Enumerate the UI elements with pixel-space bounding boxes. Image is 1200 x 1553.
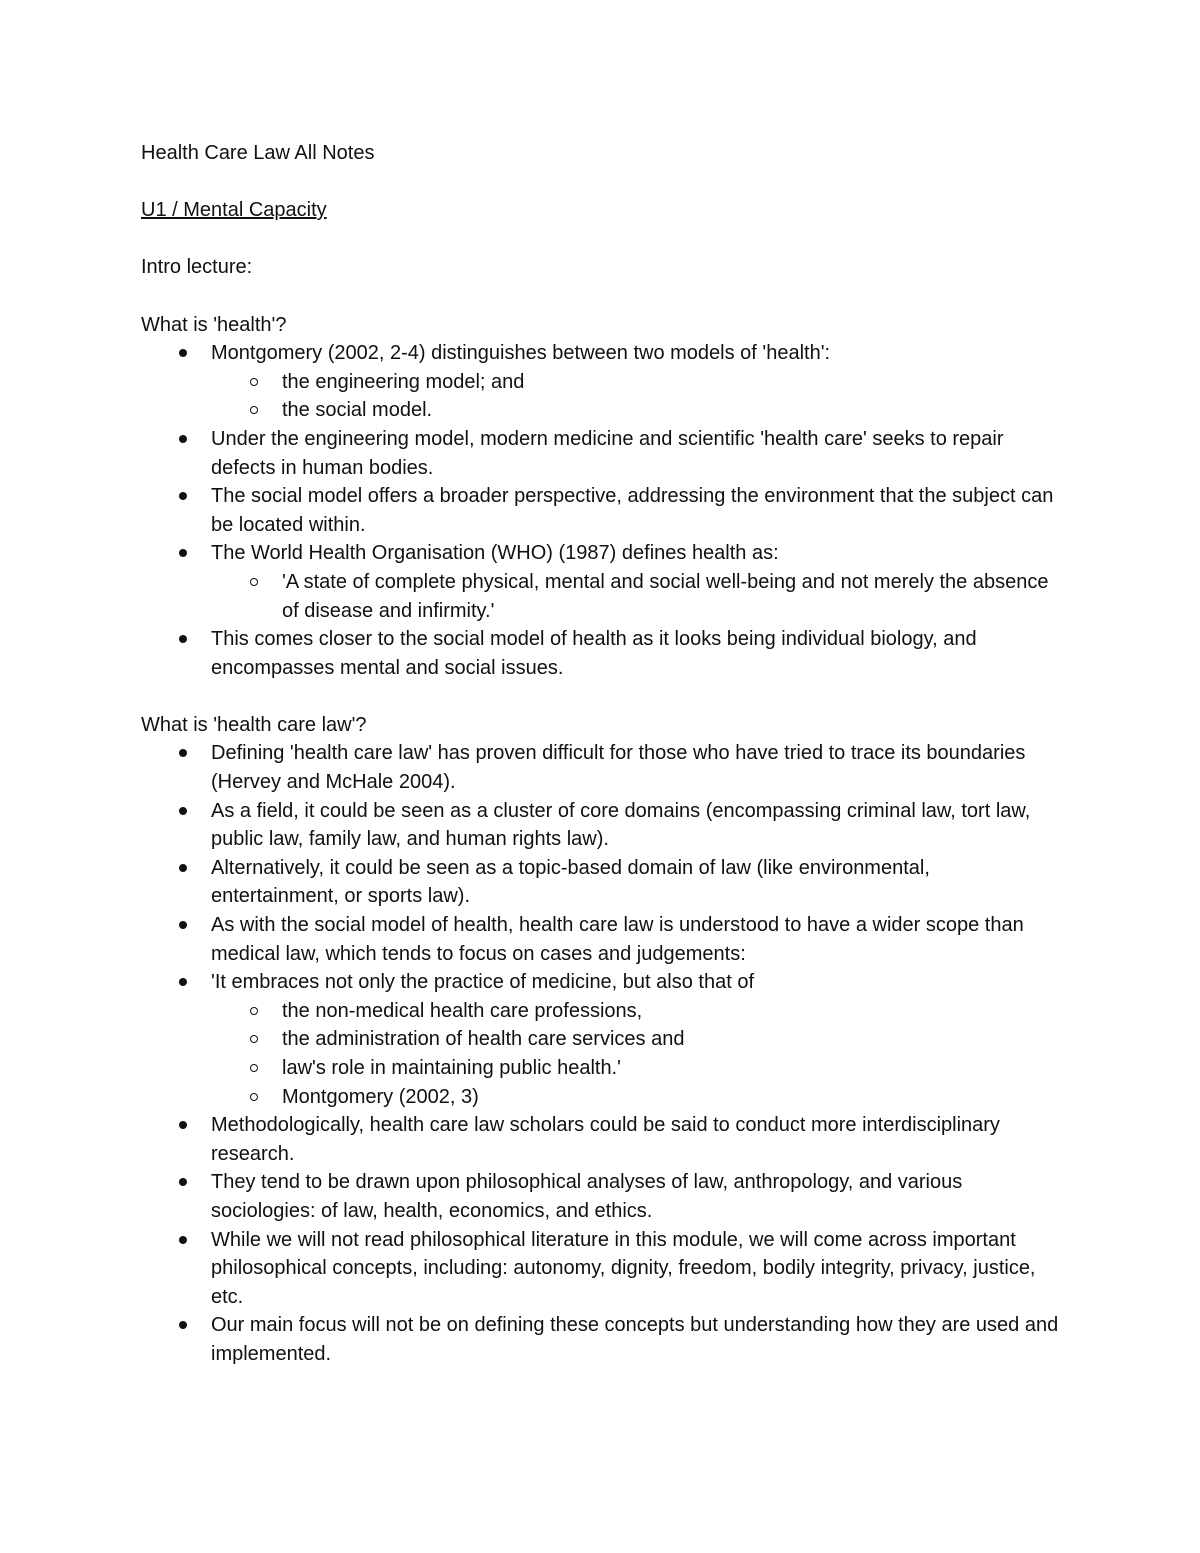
list-item-text: Methodologically, health care law scholars could be said to conduct more interdisciplinary research. [211, 1114, 1000, 1165]
list-item-text: They tend to be drawn upon philosophical analyses of law, anthropology, and various sociologies: of law, health, economics, and ethics. [211, 1171, 963, 1222]
list-item [141, 1168, 1061, 1225]
sub-list-item [141, 1083, 1061, 1112]
list-item-text: The social model offers a broader perspective, addressing the environment that the subject can be located within. [211, 485, 1054, 536]
spacer [141, 168, 1061, 197]
solid-bullet-icon [179, 1121, 187, 1129]
list-item-text: the social model. [282, 399, 433, 422]
list-item-text: the non-medical health care professions, [282, 999, 643, 1022]
bullet-list-health [141, 339, 1061, 682]
list-item-text: Our main focus will not be on defining these concepts but understanding how they are used and implemented. [211, 1314, 1059, 1365]
solid-bullet-icon [179, 349, 187, 357]
list-item-text: the engineering model; and [282, 370, 525, 393]
solid-bullet-icon [179, 921, 187, 929]
solid-bullet-icon [179, 749, 187, 757]
hollow-bullet-icon [250, 406, 258, 414]
list-item-text: As a field, it could be seen as a cluster of core domains (encompassing criminal law, tort law, public law, family law, and human rights law). [211, 799, 1031, 851]
sub-list-item [141, 396, 1061, 425]
hollow-bullet-icon [250, 1064, 258, 1072]
intro-label: Intro lecture: [141, 256, 253, 279]
list-item-text: 'It embraces not only the practice of medicine, but also that of [211, 971, 754, 994]
list-item [141, 739, 1061, 796]
section-heading-health-care-law: What is 'health care law'? [141, 713, 367, 736]
list-item-text: Montgomery (2002, 2-4) distinguishes between two models of 'health': [211, 342, 831, 365]
bullet-list-health-care-law [141, 739, 1061, 1368]
sub-list-item [141, 1054, 1061, 1083]
list-item-text: Defining 'health care law' has proven difficult for those who have tried to trace its boundaries (Hervey and McHale 2004). [211, 742, 1026, 794]
solid-bullet-icon [179, 435, 187, 443]
list-item [141, 625, 1061, 682]
sub-list-item [141, 997, 1061, 1026]
list-item [141, 911, 1061, 968]
list-item [141, 425, 1061, 482]
list-item-text: 'A state of complete physical, mental and social well-being and not merely the absence of disease and infirmity.' [282, 570, 1049, 622]
hollow-bullet-icon [250, 378, 258, 386]
solid-bullet-icon [179, 1321, 187, 1329]
solid-bullet-icon [179, 807, 187, 815]
hollow-bullet-icon [250, 1007, 258, 1015]
sub-list-item [141, 568, 1061, 625]
solid-bullet-icon [179, 1236, 187, 1244]
solid-bullet-icon [179, 978, 187, 986]
unit-heading: U1 / Mental Capacity [141, 199, 327, 222]
sub-list-item [141, 368, 1061, 397]
list-item [141, 797, 1061, 854]
document-page [141, 139, 1061, 1369]
list-item-text: law's role in maintaining public health.' [282, 1057, 621, 1079]
section-heading-health: What is 'health'? [141, 313, 287, 336]
list-item-text: The World Health Organisation (WHO) (1987) defines health as: [211, 542, 779, 565]
hollow-bullet-icon [250, 1093, 258, 1101]
hollow-bullet-icon [250, 1035, 258, 1043]
list-item [141, 339, 1061, 368]
spacer [141, 282, 1061, 311]
solid-bullet-icon [179, 492, 187, 500]
list-item-text: While we will not read philosophical literature in this module, we will come across important philosophical concepts, including: autonomy, dignity, freedom, bodily integrity, privacy, justice, etc. [211, 1228, 1036, 1308]
list-item [141, 968, 1061, 997]
solid-bullet-icon [179, 864, 187, 872]
list-item-text: As with the social model of health, health care law is understood to have a wider scope than medical law, which tends to focus on cases and judgements: [211, 914, 1024, 965]
list-item [141, 854, 1061, 911]
list-item [141, 1311, 1061, 1368]
solid-bullet-icon [179, 549, 187, 557]
solid-bullet-icon [179, 1178, 187, 1186]
list-item [141, 482, 1061, 539]
list-item-text: Montgomery (2002, 3) [282, 1085, 479, 1108]
spacer [141, 682, 1061, 711]
sub-list-item [141, 1025, 1061, 1054]
list-item [141, 1226, 1061, 1312]
list-item-text: Under the engineering model, modern medicine and scientific 'health care' seeks to repair defects in human bodies. [211, 427, 1004, 479]
list-item-text: the administration of health care services and [282, 1028, 685, 1051]
document-title: Health Care Law All Notes [141, 142, 375, 164]
hollow-bullet-icon [250, 578, 258, 586]
solid-bullet-icon [179, 635, 187, 643]
spacer [141, 225, 1061, 254]
list-item [141, 1111, 1061, 1168]
list-item-text: This comes closer to the social model of health as it looks being individual biology, and encompasses mental and social issues. [211, 628, 977, 679]
list-item-text: Alternatively, it could be seen as a topic-based domain of law (like environmental, entertainment, or sports law). [211, 856, 930, 908]
list-item [141, 539, 1061, 568]
